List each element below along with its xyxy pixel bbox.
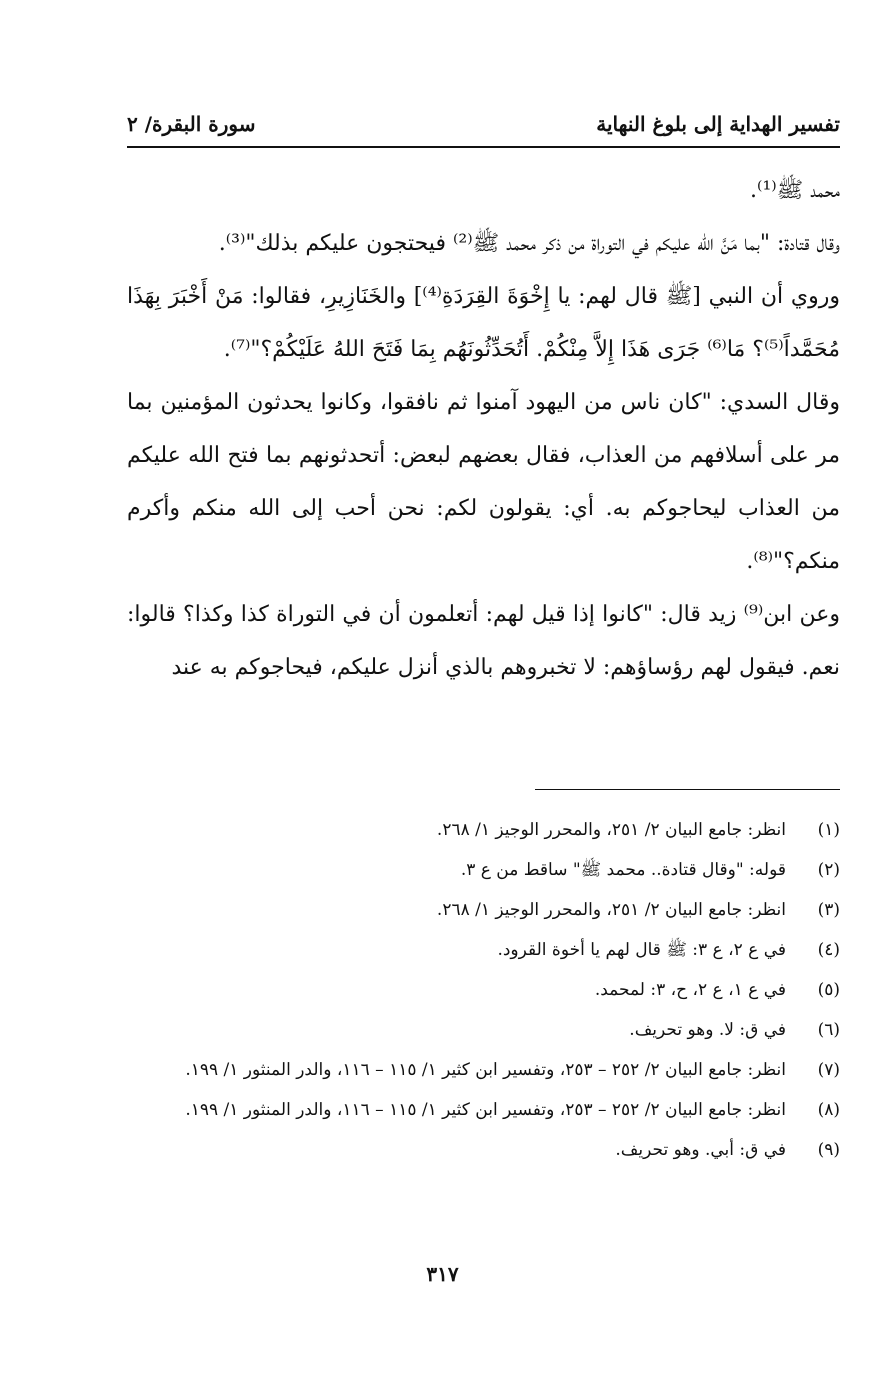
footnote-number: (٥)	[817, 980, 840, 1000]
footnote-item	[127, 890, 840, 930]
footnote-item	[127, 810, 840, 850]
footnote-rule	[535, 789, 840, 790]
footnote-text: في ع ١، ع ٢، ح، ٣: لمحمد.	[594, 980, 786, 1000]
footnote-item	[127, 970, 840, 1010]
footnote-text: انظر: جامع البيان ٢/ ٢٥١، والمحرر الوجيز ١/ ٢٦٨.	[436, 820, 786, 840]
footnote-text: قوله: "وقال قتادة.. محمد ﷺ" ساقط من ع ٣.	[460, 860, 786, 880]
header-rule	[127, 146, 840, 148]
footnote-text: انظر: جامع البيان ٢/ ٢٥١، والمحرر الوجيز ١/ ٢٦٨.	[436, 900, 786, 920]
footnote-number: (٦)	[817, 1020, 840, 1040]
footnote-item	[127, 1130, 840, 1170]
running-header	[127, 104, 840, 136]
footnote-text: في ع ٢، ع ٣: ﷺ قال لهم يا أخوة القرود.	[497, 940, 786, 960]
footnote-number: (٢)	[817, 860, 840, 880]
paragraph: وقال السدي: "كان ناس من اليهود آمنوا ثم نافقوا، وكانوا يحدثون المؤمنين بما مر على أسلافهم من العذاب، فقال بعضهم لبعض: أتحدثونهم بما فتح الله عليكم من العذاب ليحاجوكم به. أي: يقولون لكم: نحن أحب إلى الله منكم وأكرم منكم؟"⁽⁸⁾.	[127, 390, 840, 574]
page-number: ٣١٧	[426, 1262, 459, 1286]
footnote-item	[127, 1010, 840, 1050]
paragraph: محمد ﷺ⁽¹⁾.	[750, 178, 840, 203]
footnote-text: في ق: لا. وهو تحريف.	[629, 1020, 786, 1040]
footnote-number: (٧)	[817, 1060, 840, 1080]
main-text	[127, 164, 840, 694]
footnote-number: (٩)	[817, 1140, 840, 1160]
paragraph: وروي أن النبي [ﷺ قال لهم: يا إِخْوَةَ القِرَدَةِ⁽⁴⁾] والخَنَازِيرِ، فقالوا: مَنْ أَخْبَرَ بِهَذَا مُحَمَّداً⁽⁵⁾؟ مَا⁽⁶⁾ جَرَى هَذَا إِلاَّ مِنْكُمْ. أَتُحَدِّثُونَهُم بِمَا فَتَحَ اللهُ عَلَيْكُمْ؟"⁽⁷⁾.	[127, 284, 840, 362]
footnote-item	[127, 1050, 840, 1090]
footnote-item	[127, 850, 840, 890]
paragraph: وعن ابن⁽⁹⁾ زيد قال: "كانوا إذا قيل لهم: أتعلمون أن في التوراة كذا وكذا؟ قالوا: نعم. فيقول لهم رؤساؤهم: لا تخبروهم بالذي أنزل عليكم، فيحاجوكم به عند	[127, 602, 840, 680]
footnote-number: (٤)	[817, 940, 840, 960]
surah-label: سورة البقرة/ ٢	[127, 112, 256, 136]
footnote-number: (٣)	[817, 900, 840, 920]
footnote-item	[127, 930, 840, 970]
paragraph: وقال قتادة: "بما مَنَّ الله عليكم في التوراة من ذكر محمد ﷺ⁽²⁾ فيحتجون عليكم بذلك"⁽³⁾.	[218, 231, 840, 256]
footnotes-list	[127, 810, 840, 1170]
footnote-number: (١)	[817, 820, 840, 840]
footnote-text: انظر: جامع البيان ٢/ ٢٥٢ – ٢٥٣، وتفسير ابن كثير ١/ ١١٥ – ١١٦، والدر المنثور ١/ ١٩٩.	[185, 1060, 786, 1080]
footnote-number: (٨)	[817, 1100, 840, 1120]
footnote-text: في ق: أبي. وهو تحريف.	[615, 1140, 786, 1160]
footnote-text: انظر: جامع البيان ٢/ ٢٥٢ – ٢٥٣، وتفسير ابن كثير ١/ ١١٥ – ١١٦، والدر المنثور ١/ ١٩٩.	[185, 1100, 786, 1120]
book-title: تفسير الهداية إلى بلوغ النهاية	[596, 112, 840, 136]
footnote-item	[127, 1090, 840, 1130]
